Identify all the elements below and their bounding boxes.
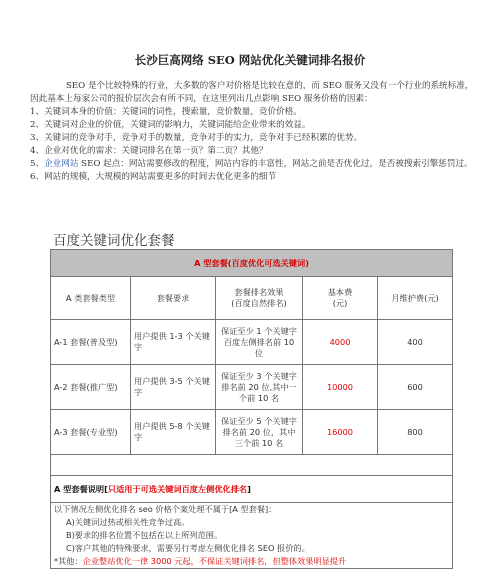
factor-text-rest: SEO 起点：网站需要修改的程度，网站内容的丰富性，网站之前是否优化过，是否被搜索引擎惩罚过。 <box>78 159 473 169</box>
package-effect: 保证至少 5 个关键字排名前 20 位，其中三个前 10 名 <box>216 410 303 455</box>
factor-number: 4、 <box>30 146 45 156</box>
note-item: A)关键词过热或相关性竞争过高。 <box>66 517 190 527</box>
factor-list <box>30 106 482 184</box>
notes-lead: 以下情况左侧优化排名 seo 价格个案处理不属于[A 型套餐]： <box>54 504 277 514</box>
factor-number: 3、 <box>30 133 45 143</box>
factor-item <box>30 171 482 184</box>
package-effect: 保证至少 1 个关键字百度左侧排名前 10 位 <box>216 320 303 365</box>
package-fee: 10000 <box>303 365 378 410</box>
package-type: A-3 套餐(专业型) <box>51 410 131 455</box>
factor-text: 企业对优化的需求：关键词排名在第一页？第二页？其他？ <box>44 146 268 156</box>
factor-item <box>30 106 482 119</box>
notes-cell <box>51 503 453 569</box>
intro-paragraph: SEO 是个比较特殊的行业，大多数的客户对价格是比较在意的，而 SEO 服务又没有一个行业的系统标准，因此基本上每家公司的报价层次会有所不同，在这里列出几点影响 SEO 服务价格的因素： <box>30 81 474 104</box>
table-spacer-row <box>51 455 453 476</box>
notes-other <box>54 555 449 568</box>
table-banner: A 型套餐(百度优化可选关键词) <box>51 250 453 277</box>
note-item: B)要求的排名位置不包括在以上所列范围。 <box>66 530 223 540</box>
notes-row <box>51 503 453 569</box>
explain-highlight: 只适用于可选关键词百度左侧优化排名 <box>107 483 248 494</box>
factor-text: 关键词对企业的价值，关键词的影响力，关键词能给企业带来的效益。 <box>44 120 311 130</box>
table-row <box>51 320 453 365</box>
note-item: C)客户其他的特殊要求，需要另行考虑左侧优化排名 SEO 报价的。 <box>66 543 310 553</box>
factor-text: 关键词的竞争对手，竞争对手的数量，竞争对手的实力，竞争对手已经积累的优势。 <box>44 133 363 143</box>
package-requirement: 用户提供 5-8 个关键字 <box>131 410 216 455</box>
package-type: A-2 套餐(推广型) <box>51 365 131 410</box>
table-header-row <box>51 277 453 320</box>
intro-section <box>30 80 482 184</box>
factor-number: 5、 <box>30 159 45 169</box>
package-effect: 保证至少 3 个关键字排名前 20 位,其中一个前 10 名 <box>216 365 303 410</box>
explain-end: ] <box>247 483 251 494</box>
factor-text: 网站的规模，大规模的网站需要更多的时间去优化更多的细节 <box>44 172 277 182</box>
package-requirement: 用户提供 1-3 个关键字 <box>131 320 216 365</box>
header-cell: A 类套餐类型 <box>51 277 131 320</box>
explain-cell <box>51 476 453 503</box>
package-maintenance-fee: 600 <box>378 365 453 410</box>
notes-other-highlight: 企业整站优化一律 3000 元起，不保证关键词排名，但整体效果明显提升 <box>82 556 347 566</box>
package-fee: 16000 <box>303 410 378 455</box>
header-cell: 月维护费(元) <box>378 277 453 320</box>
factor-number: 1、 <box>30 107 45 117</box>
package-maintenance-fee: 800 <box>378 410 453 455</box>
table-banner-row <box>51 250 453 277</box>
factor-item <box>30 145 482 158</box>
table-row <box>51 410 453 455</box>
factor-text: 关键词本身的价值：关键词的词性，搜索量，竞价数量，竞价价格。 <box>44 107 302 117</box>
package-table <box>50 249 453 569</box>
header-cell: 套餐排名效果 (百度自然排名) <box>216 277 303 320</box>
factor-item <box>30 119 482 132</box>
package-fee: 4000 <box>303 320 378 365</box>
header-cell: 基本费 (元) <box>303 277 378 320</box>
package-requirement: 用户提供 3-5 个关键字 <box>131 365 216 410</box>
document-title: 长沙巨高网络 SEO 网站优化关键词排名报价 <box>134 53 366 67</box>
notes-other-prefix: *其他： <box>54 556 83 566</box>
table-row <box>51 365 453 410</box>
section-title: 百度关键词优化套餐 <box>53 233 175 249</box>
factor-text <box>44 158 482 171</box>
factor-item <box>30 158 482 171</box>
enterprise-site-link[interactable]: 企业网站 <box>44 159 79 169</box>
explain-label: A 型套餐说明[ <box>54 483 108 494</box>
factor-number: 2、 <box>30 120 45 130</box>
factor-number: 6、 <box>30 172 45 182</box>
package-type: A-1 套餐(普及型) <box>51 320 131 365</box>
factor-item <box>30 132 482 145</box>
package-maintenance-fee: 400 <box>378 320 453 365</box>
explain-row <box>51 476 453 503</box>
header-cell: 套餐要求 <box>131 277 216 320</box>
table-spacer <box>51 455 453 476</box>
